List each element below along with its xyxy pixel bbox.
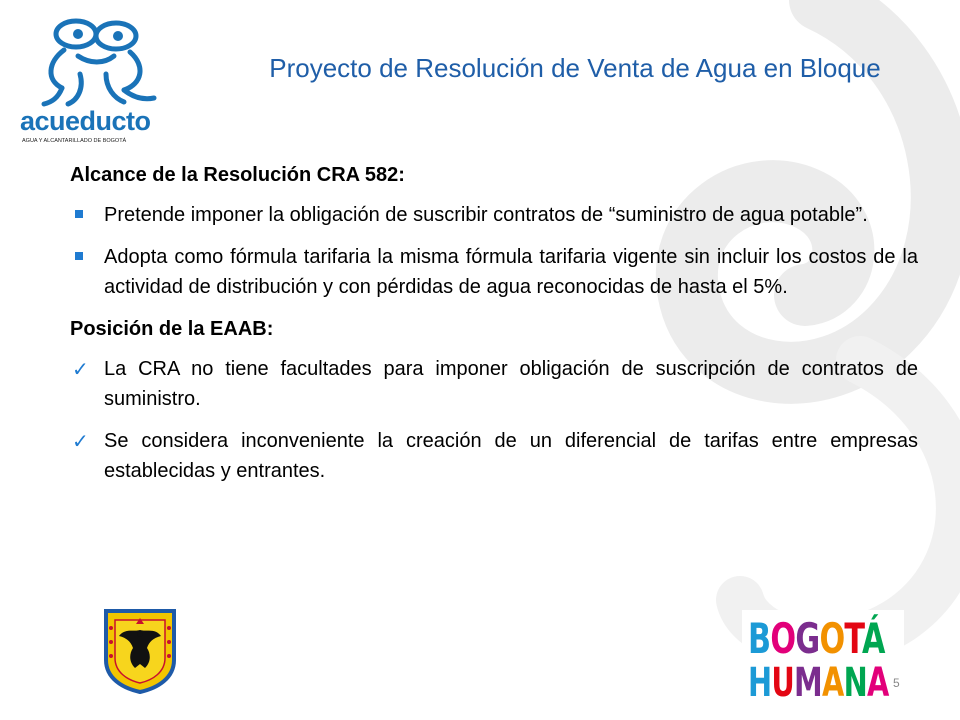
section-heading-alcance: Alcance de la Resolución CRA 582:	[70, 164, 405, 186]
brand-tagline: AGUA Y ALCANTARILLADO DE BOGOTÁ	[22, 138, 127, 144]
list-item-text: Se considera inconveniente la creación de un diferencial de tarifas entre empresas establecidas y entrantes.	[104, 430, 918, 482]
logo-letter: G	[795, 614, 820, 663]
list-item	[70, 242, 918, 302]
logo-letter: H	[748, 660, 772, 706]
acueducto-logo	[18, 14, 168, 144]
square-bullet-icon	[72, 200, 92, 230]
list-item-text: Adopta como fórmula tarifaria la misma fórmula tarifaria vigente sin incluir los costos de la actividad de distribución y con pérdidas de agua reconocidas de hasta el 5%.	[104, 246, 918, 298]
section-heading-posicion: Posición de la EAAB:	[70, 318, 274, 340]
logo-letter: M	[794, 660, 823, 706]
square-bullet-icon	[72, 242, 92, 272]
checkmark-icon: ✓	[72, 429, 89, 453]
slide-content	[70, 160, 918, 498]
logo-letter: A	[866, 660, 889, 706]
logo-letter: O	[770, 614, 796, 663]
logo-letter: Á	[861, 614, 885, 663]
logo-letter: O	[819, 614, 845, 663]
bogota-wordmark	[748, 614, 885, 663]
list-item	[70, 426, 918, 486]
list-item	[70, 200, 918, 230]
list-item-text: La CRA no tiene facultades para imponer obligación de suscripción de contratos de suministro.	[104, 358, 918, 410]
logo-letter: N	[843, 660, 867, 706]
coat-of-arms-icon	[103, 608, 177, 694]
list-item	[70, 354, 918, 414]
slide-title: Proyecto de Resolución de Venta de Agua en Bloque	[269, 53, 881, 83]
logo-letter: A	[822, 660, 844, 706]
brand-wordmark: acueducto	[20, 106, 151, 136]
frog-mascot-icon	[18, 14, 168, 109]
logo-letter: B	[748, 614, 771, 663]
list-item-text: Pretende imponer la obligación de suscribir contratos de “suministro de agua potable”.	[104, 204, 868, 226]
checkmark-icon: ✓	[72, 357, 89, 381]
bogota-humana-logo	[742, 610, 904, 708]
logo-letter: T	[844, 614, 862, 663]
logo-letter: U	[771, 660, 795, 706]
page-number: 5	[893, 676, 900, 690]
humana-wordmark	[748, 660, 889, 706]
